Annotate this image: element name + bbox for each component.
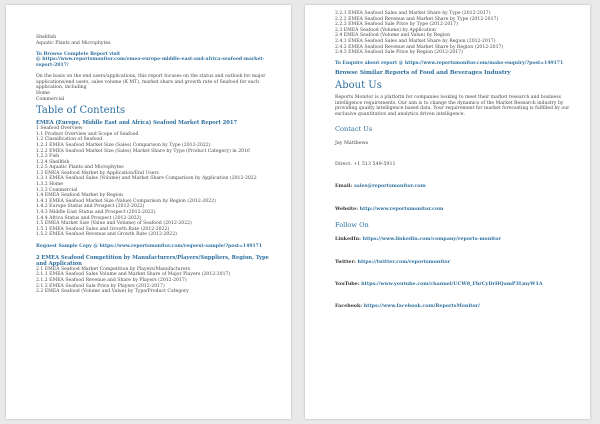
toc-item: 2.4 EMEA Seafood (Volume and Value) by Region [335, 33, 451, 39]
toc-item: 1.2.5 Aquatic Plants and Microphytes [36, 165, 124, 171]
request-sample-link[interactable]: Request Sample Copy @ https://www.reportsmonitor.com/request-sample/?post=149171 [36, 243, 263, 249]
document-page-left [6, 5, 291, 419]
youtube-line: YouTube: https://www.youtube.com/channel/UCW8_FbrCyDrHQamP3LmyW1A [335, 280, 543, 287]
toc-item: 1.2 Classification of Seafood [36, 137, 103, 143]
toc-item: 1 Seafood Overview [36, 126, 83, 132]
email-link[interactable]: sales@reportsmonitor.com [353, 183, 426, 190]
toc-item: 1.2.2 EMEA Seafood Market Size (Sales) Market Share by Type (Product Category) in 2016 [36, 148, 250, 154]
toc-item: 1.2.4 Shellfish [36, 159, 70, 165]
toc-item: 2.1.1 EMEA Seafood Sales Volume and Market Share of Major Players (2012-2017) [36, 272, 231, 278]
toc-item: 1.3 EMEA Seafood Market by Application/End Users [36, 170, 159, 176]
direct-phone: Direct: +1 513 549-5911 [335, 162, 396, 168]
browse-label: To Browse Complete Report visit [36, 51, 121, 57]
contact-title: Contact Us [335, 125, 373, 134]
email-line: Email: sales@reportsmonitor.com [335, 183, 426, 190]
toc-item: 1.4.2 Europe Status and Prospect (2012-2022) [36, 204, 145, 210]
application-paragraph: On the basis on the end users/applications, this report focuses on the status and outlook for major applications/end users, sales volume (K MT), market share and growth rate of Seafood for each application, including [36, 74, 266, 91]
toc-item: 1.4.3 Middle East Status and Prospect (2012-2022) [36, 210, 156, 216]
facebook-line: Facebook: https://www.facebook.com/ReportsMonitor/ [335, 303, 480, 310]
toc-item: 1.5 EMEA Market Size (Value and Volume) of Seafood (2012-2022) [36, 221, 192, 227]
toc-item: 1.4.4 Africa Status and Prospect (2012-2022) [36, 215, 142, 221]
toc-item: 1.2.3 Fish [36, 154, 60, 160]
facebook-link[interactable]: https://www.facebook.com/ReportsMonitor/ [363, 303, 480, 310]
toc-heading: EMEA (Europe, Middle East and Africa) Seafood Market Report 2017 [36, 120, 238, 127]
follow-title: Follow On [335, 220, 369, 229]
toc-item: 2.2 EMEA Seafood (Volume and Value) by Type/Product Category [36, 289, 189, 295]
youtube-link[interactable]: https://www.youtube.com/channel/UCW8_FbrCyDrHQamP3LmyW1A [361, 280, 543, 287]
toc-item: 1.5.1 EMEA Seafood Sales and Growth Rate (2012-2022) [36, 226, 170, 232]
about-text: Reports Monitor is a platform for companies looking to meet their market research and business intelligence requirements. Our aim is to change the dynamics of the Market Research industry by providing quality intelligence based data. Your requirement for market forecasting is fulfilled by our exclusive quantitative and analytics driven intelligence. [335, 94, 570, 117]
twitter-link[interactable]: https://twitter.com/reportsmonitor [357, 258, 451, 265]
toc-item: 2.1.3 EMEA Seafood Sale Price by Players (2012-2017) [36, 283, 165, 289]
browse-similar-link[interactable]: Browse Similar Reports of Food and Beverages Industry [335, 69, 511, 76]
about-title: About Us [335, 79, 382, 91]
toc-item: 1.4 EMEA Seafood Market by Region [36, 193, 123, 199]
linkedin-link[interactable]: https://www.linkedin.com/company/reports-monitor [362, 236, 501, 243]
enquire-link[interactable]: To Enquire about report @ https://www.reportsmonitor.com/make-enquiry/?post=149171 [335, 61, 564, 67]
application-item: Home [36, 90, 50, 96]
toc-list [36, 267, 277, 295]
toc-item: 2.1.2 EMEA Seafood Revenue and Share by Players (2012-2017) [36, 277, 187, 283]
toc-item: 1.3.1 EMEA Seafood Sales (Volume) and Market Share Comparison by Application (2012-2022 [36, 176, 257, 182]
section2-heading: 2 EMEA Seafood Competition by Manufacturers/Players/Suppliers, Region, Type and Application [36, 254, 269, 267]
page-content [335, 11, 576, 315]
toc-item: 1.4.1 EMEA Seafood Market Size (Value) Comparison by Region (2012-2022) [36, 198, 216, 204]
toc-item: 2.4.1 EMEA Seafood Sales and Market Share by Region (2012-2017) [335, 38, 496, 44]
toc-list [36, 126, 277, 238]
contact-name: Jay Matthews [335, 141, 369, 147]
website-line: Website: http://www.reportsmonitor.com [335, 205, 444, 212]
toc-item: 2.3 EMEA Seafood (Volume) by Application [335, 27, 436, 33]
toc-item: 2.1 EMEA Seafood Market Competition by Players/Manufacturers [36, 266, 191, 272]
toc-item: 2.2.2 EMEA Seafood Revenue and Market Share by Type (2012-2017) [335, 16, 499, 22]
toc-item: 1.3.2 Home [36, 182, 63, 188]
document-page-right [305, 5, 590, 419]
page-content [36, 35, 277, 295]
toc-item: 1.2.1 EMEA Seafood Market Size (Sales) Comparison by Type (2012-2022) [36, 142, 211, 148]
text-line: Shellfish [36, 35, 57, 40]
toc-item: 2.4.3 EMEA Seafood Sale Price by Region (2012-2017) [335, 50, 463, 56]
toc-list [335, 11, 576, 56]
toc-item: 1.3.3 Commercial [36, 187, 78, 193]
application-item: Commercial [36, 96, 65, 102]
text-line: Aquatic Plants and Microphytes [36, 40, 111, 46]
toc-item: 2.2.3 EMEA Seafood Sale Price by Type (2012-2017) [335, 22, 458, 28]
toc-item: 1.1 Product Overview and Scope of Seafood [36, 131, 139, 137]
linkedin-line: LinkedIn: https://www.linkedin.com/company/reports-monitor [335, 236, 501, 243]
toc-item: 2.4.2 EMEA Seafood Revenue and Market Share by Region (2012-2017) [335, 44, 504, 50]
website-link[interactable]: http://www.reportsmonitor.com [359, 205, 444, 212]
browse-report-link[interactable]: @ https://www.reportsmonitor.com/emea-europe-middle-east-and-africa-seafood-market-report-2017/ [36, 57, 265, 68]
toc-title: Table of Contents [36, 105, 126, 117]
toc-item: 2.2.1 EMEA Seafood Sales and Market Share by Type (2012-2017) [335, 11, 491, 16]
twitter-line: Twitter: https://twitter.com/reportsmonitor [335, 258, 451, 265]
toc-item: 1.5.2 EMEA Seafood Revenue and Growth Rate (2012-2022) [36, 232, 177, 238]
